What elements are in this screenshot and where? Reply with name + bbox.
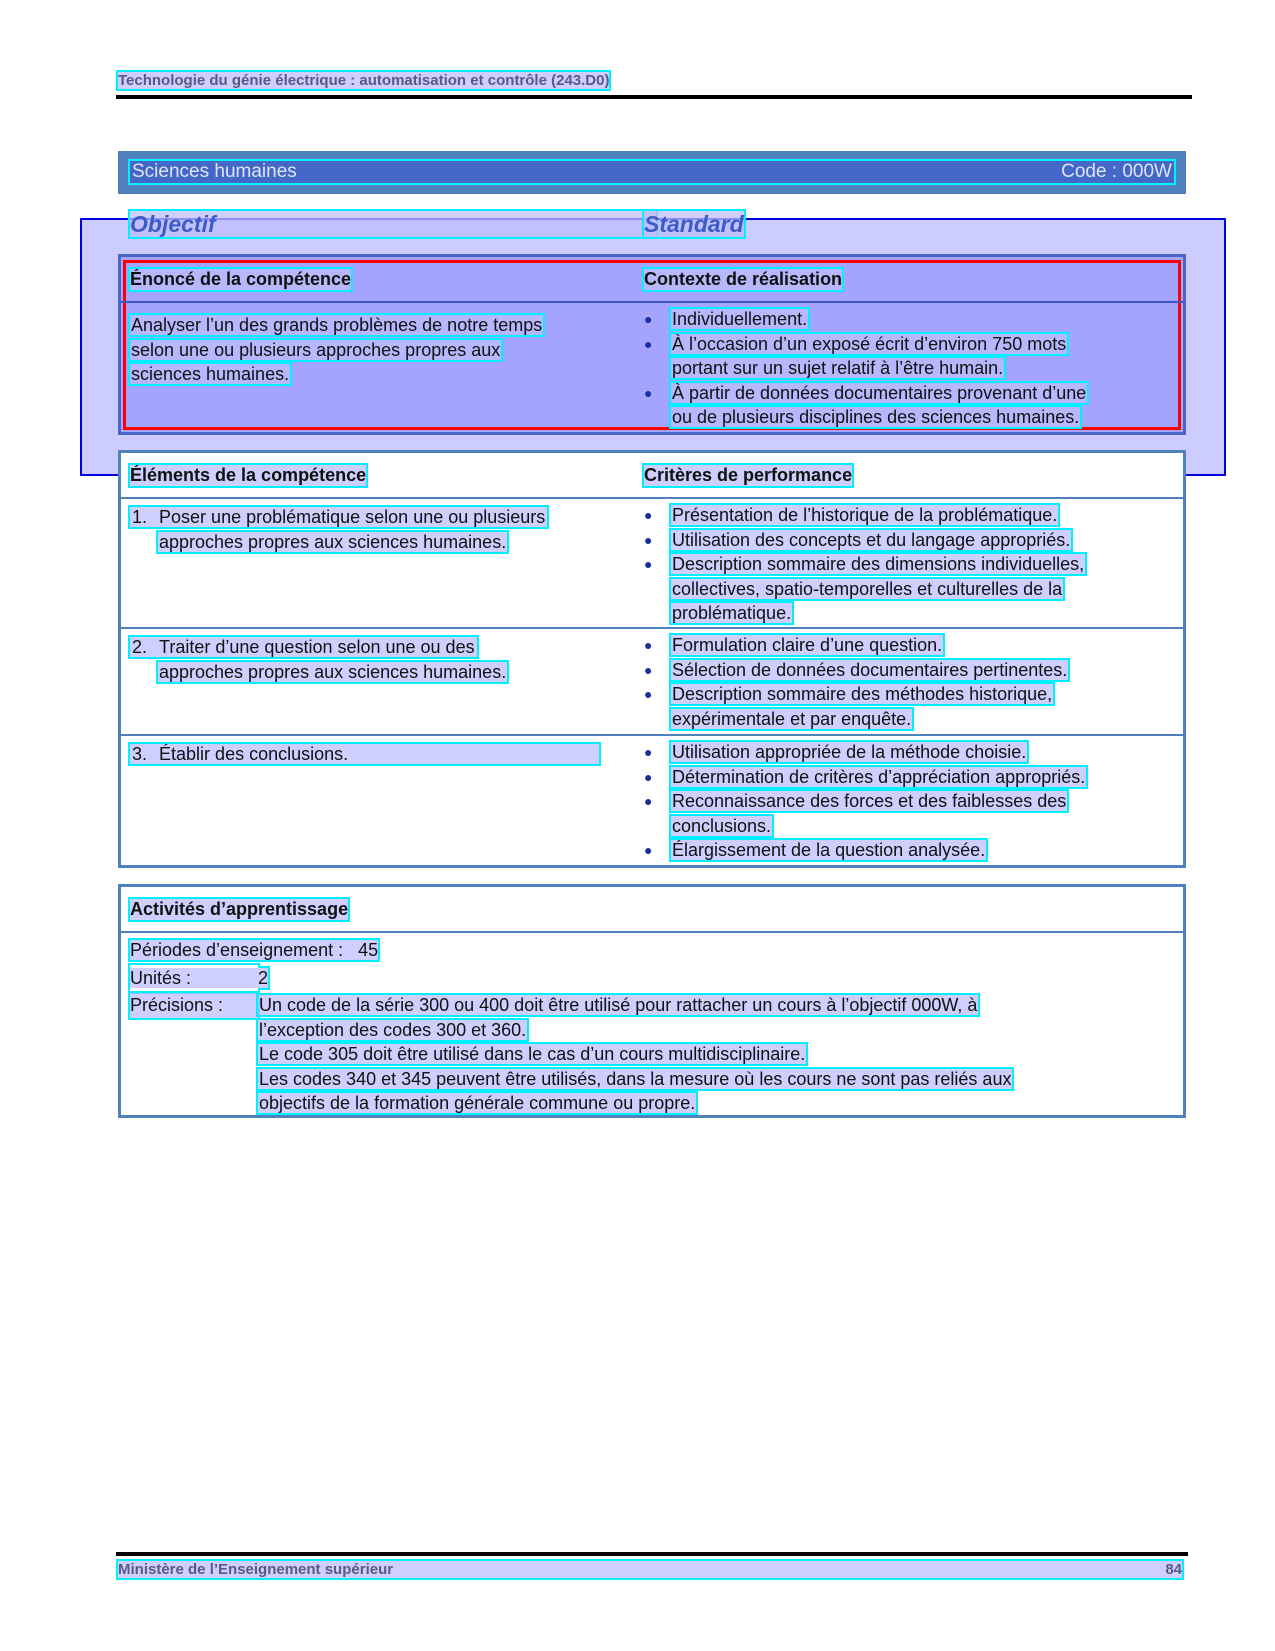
criteres-header: Critères de performance <box>644 465 853 485</box>
list-item: ● Élargissement de la question analysée. <box>644 838 1164 863</box>
elements-header: Éléments de la compétence <box>130 465 367 485</box>
element-text: 3. Établir des conclusions. <box>130 742 599 767</box>
list-item: ● Description sommaire des dimensions individuelles, collectives, spatio-temporelles et culturelles de la problématique. <box>644 554 1085 623</box>
course-banner <box>118 151 1186 194</box>
bullet-icon: ● <box>644 842 653 858</box>
contexte-list <box>644 307 1164 430</box>
precisions-label: Précisions : <box>130 993 258 1018</box>
table-row <box>121 627 1183 734</box>
criteria-list <box>644 503 1164 626</box>
unites-row: Unités : 2 <box>130 968 269 988</box>
element-text: 2. Traiter d’une question selon une ou des approches propres aux sciences humaines. <box>132 637 507 682</box>
bullet-icon: ● <box>644 335 653 352</box>
running-header: Technologie du génie électrique : automatisation et contrôle (243.D0) <box>118 72 610 89</box>
list-item: ● Présentation de l’historique de la problématique. <box>644 503 1164 528</box>
objectif-heading: Objectif <box>130 211 656 238</box>
list-item: ● Utilisation des concepts et du langage appropriés. <box>644 528 1164 553</box>
activites-box <box>118 884 1186 1118</box>
list-item: ● À partir de données documentaires provenant d’une ou de plusieurs disciplines des sciences humaines. <box>644 382 1087 427</box>
element-text: 1. Poser une problématique selon une ou plusieurs approches propres aux sciences humaines. <box>132 507 546 552</box>
enonce-header: Énoncé de la compétence <box>130 269 352 289</box>
bullet-icon: ● <box>644 531 653 548</box>
list-item: ● Sélection de données documentaires pertinentes. <box>644 658 1164 683</box>
bullet-icon: ● <box>644 637 653 653</box>
page-footer <box>118 1561 1182 1578</box>
table-row <box>121 734 1183 866</box>
bullet-icon: ● <box>644 793 653 809</box>
list-item: ● Reconnaissance des forces et des faiblesses des conclusions. <box>644 791 1067 836</box>
enonce-box <box>118 254 1186 435</box>
precisions-text: Un code de la série 300 ou 400 doit être utilisé pour rattacher un cours à l’objectif 000W, à l’exception des codes 300 et 360. Le code 305 doit être utilisé dans le cas d’un cours multidisciplinaire. Les codes 340 et 345 peuvent être utilisés, dans la mesure où les cours ne sont pas reliés aux objectifs de la formation générale commune ou propre. <box>259 995 1012 1113</box>
bullet-icon: ● <box>644 311 653 327</box>
list-item: ● À l’occasion d’un exposé écrit d’environ 750 mots portant sur un sujet relatif à l’être humain. <box>644 333 1067 378</box>
periodes-row: Périodes d’enseignement : 45 <box>130 940 379 960</box>
bullet-icon: ● <box>644 686 653 702</box>
criteria-list <box>644 633 1164 731</box>
list-item: ● Formulation claire d’une question. <box>644 633 1164 658</box>
bullet-icon: ● <box>644 661 653 678</box>
list-item: ● Utilisation appropriée de la méthode choisie. <box>644 740 1164 765</box>
footer-rule <box>116 1552 1188 1556</box>
bullet-icon: ● <box>644 384 653 401</box>
page-number: 84 <box>1165 1561 1182 1578</box>
standard-heading: Standard <box>644 211 744 237</box>
banner-title: Sciences humaines <box>132 161 297 182</box>
bullet-icon: ● <box>644 744 653 760</box>
list-item: ● Description sommaire des méthodes historique, expérimentale et par enquête. <box>644 684 1053 729</box>
banner-code: Code : 000W <box>1061 161 1172 182</box>
contexte-header: Contexte de réalisation <box>644 269 843 289</box>
activites-header: Activités d’apprentissage <box>130 899 349 919</box>
list-item: ● Détermination de critères d’appréciation appropriés. <box>644 765 1164 790</box>
enonce-text: Analyser l’un des grands problèmes de notre temps selon une ou plusieurs approches propres aux sciences humaines. <box>131 315 543 384</box>
header-rule <box>116 95 1192 99</box>
bullet-icon: ● <box>644 768 653 785</box>
bullet-icon: ● <box>644 556 653 572</box>
elements-box <box>118 450 1186 868</box>
footer-ministry: Ministère de l’Enseignement supérieur <box>118 1561 394 1578</box>
table-row <box>121 497 1183 625</box>
criteria-list <box>644 740 1164 863</box>
list-item: ● Individuellement. <box>644 307 1164 332</box>
bullet-icon: ● <box>644 507 653 523</box>
